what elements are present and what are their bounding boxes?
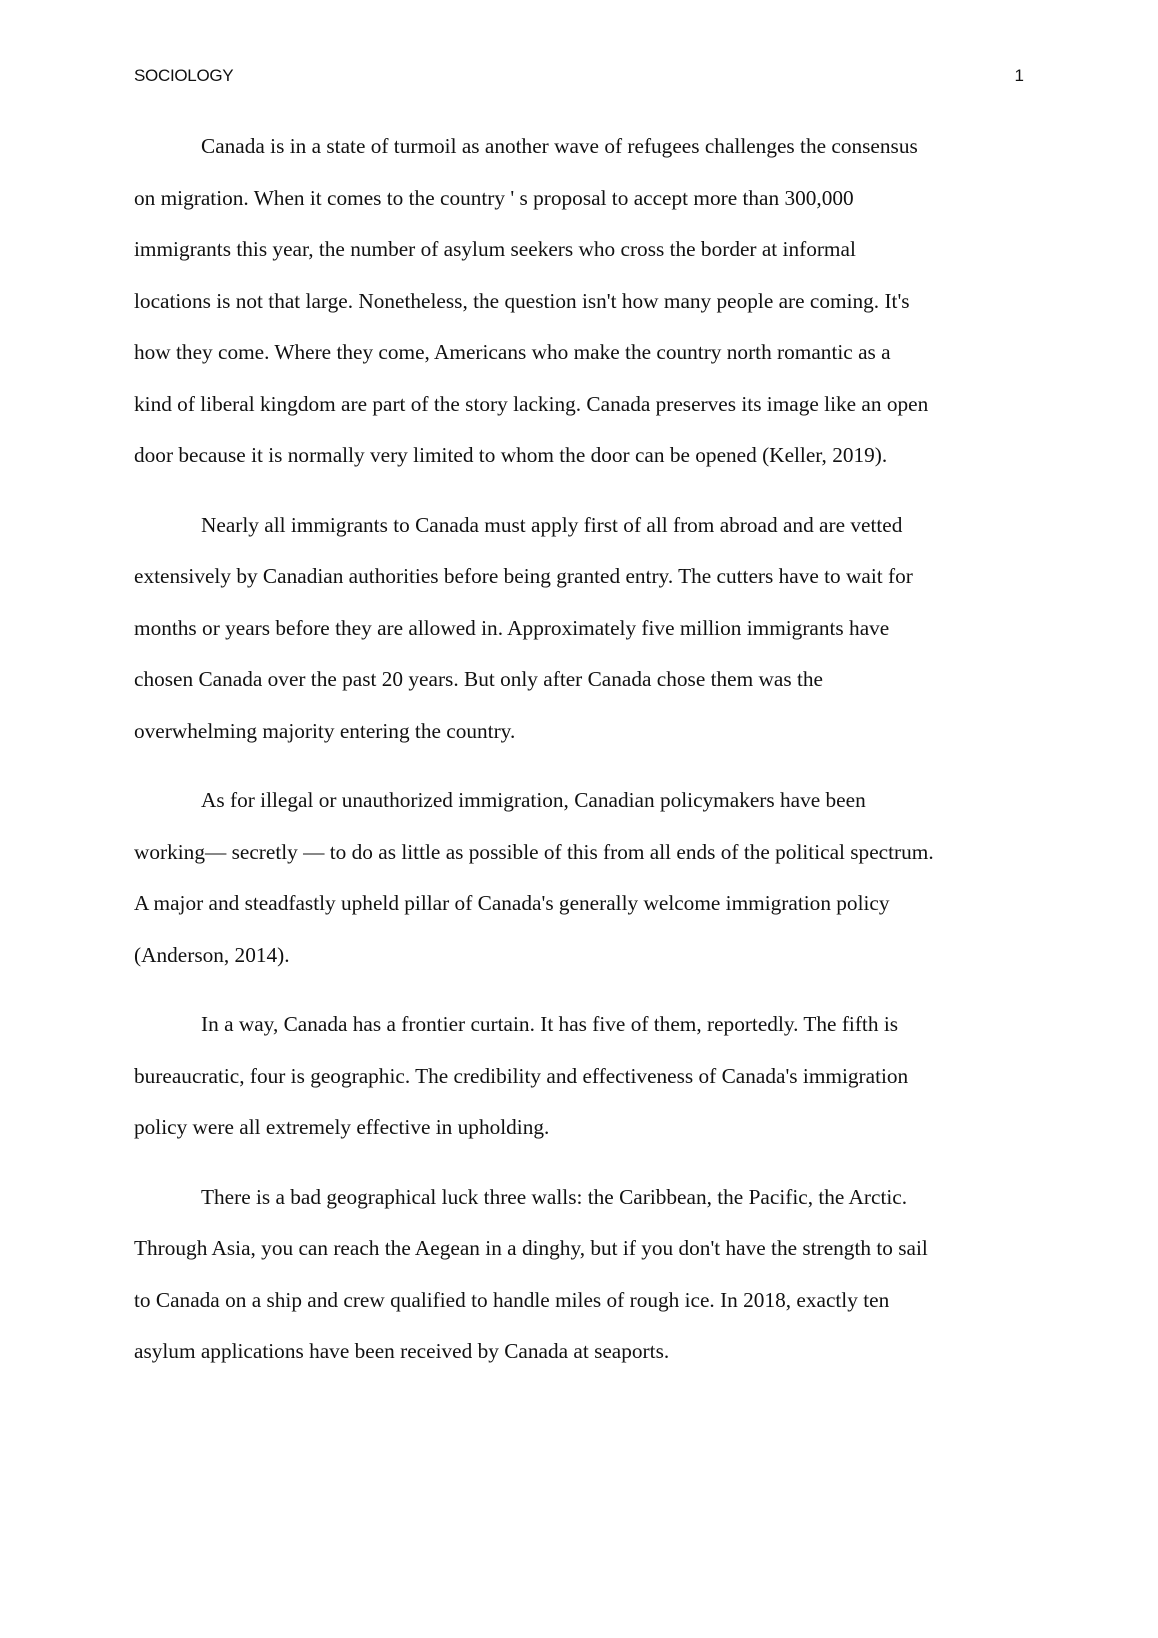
text-line: months or years before they are allowed in. Approximately five million immigrants have [134, 615, 890, 640]
paragraph [134, 121, 1034, 482]
text-line: (Anderson, 2014). [134, 942, 290, 967]
text-line: locations is not that large. Nonetheless, the question isn't how many people are coming. It's [134, 288, 910, 313]
text-line: kind of liberal kingdom are part of the story lacking. Canada preserves its image like an open [134, 391, 929, 416]
text-line: door because it is normally very limited to whom the door can be opened (Keller, 2019). [134, 443, 888, 467]
text-line: In a way, Canada has a frontier curtain. It has five of them, reportedly. The fifth is [201, 1012, 899, 1036]
text-line: on migration. When it comes to the country ' s proposal to accept more than 300,000 [134, 185, 854, 210]
text-line: There is a bad geographical luck three walls: the Caribbean, the Pacific, the Arctic. [201, 1184, 908, 1209]
paragraph [134, 775, 1034, 981]
text-line: immigrants this year, the number of asylum seekers who cross the border at informal [134, 237, 856, 261]
text-line: chosen Canada over the past 20 years. But only after Canada chose them was the [134, 667, 823, 691]
page-header [134, 66, 1024, 90]
text-line: to Canada on a ship and crew qualified to handle miles of rough ice. In 2018, exactly ten [134, 1287, 890, 1312]
text-line: Through Asia, you can reach the Aegean in a dinghy, but if you don't have the strength to sail [134, 1236, 928, 1260]
paragraph [134, 500, 1034, 758]
document-body [134, 121, 1034, 1396]
text-line: As for illegal or unauthorized immigration, Canadian policymakers have been [201, 788, 866, 812]
text-line: policy were all extremely effective in upholding. [134, 1115, 550, 1139]
paragraph [134, 1172, 1034, 1378]
text-line: extensively by Canadian authorities before being granted entry. The cutters have to wait for [134, 564, 913, 588]
text-line: working— secretly — to do as little as possible of this from all ends of the political spectrum. [134, 839, 934, 864]
text-line: bureaucratic, four is geographic. The credibility and effectiveness of Canada's immigration [134, 1063, 909, 1088]
text-line: how they come. Where they come, Americans who make the country north romantic as a [134, 340, 891, 364]
page-number: 1 [1014, 66, 1024, 85]
text-line: Nearly all immigrants to Canada must apply first of all from abroad and are vetted [201, 512, 903, 537]
paragraph [134, 999, 1034, 1154]
text-line: Canada is in a state of turmoil as another wave of refugees challenges the consensus [201, 134, 918, 158]
text-line: asylum applications have been received by Canada at seaports. [134, 1339, 670, 1363]
text-line: A major and steadfastly upheld pillar of Canada's generally welcome immigration policy [134, 891, 890, 915]
text-line: overwhelming majority entering the country. [134, 718, 516, 743]
running-head: SOCIOLOGY [134, 66, 234, 85]
